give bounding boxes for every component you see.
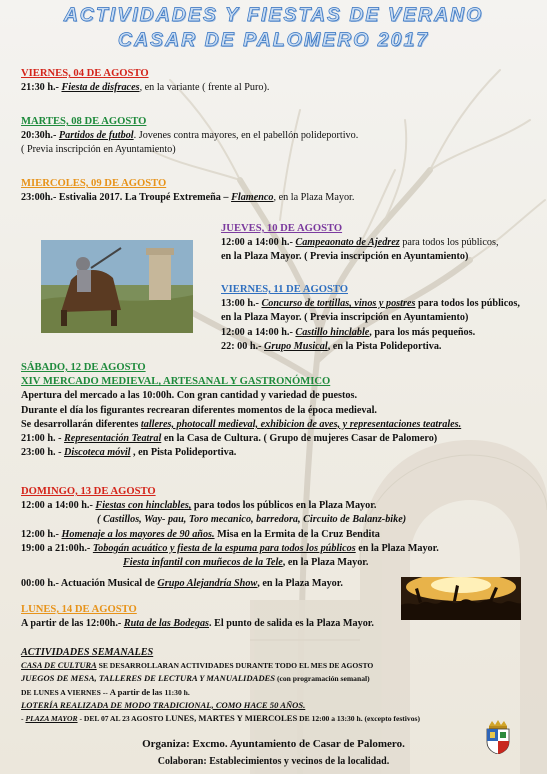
event-line: 23:00 h. - Discoteca móvil , en Pista Polideportiva. xyxy=(21,447,237,459)
weekly-line: JUEGOS DE MESA, TALLERES DE LECTURA Y MANUALIDADES (con programación semanal) xyxy=(21,673,370,684)
event-line: Durante el día los figurantes recrearan diferentes momentos de la época medieval. xyxy=(21,404,377,416)
day-heading: DOMINGO, 13 DE AGOSTO xyxy=(21,486,156,497)
day-heading: MARTES, 08 DE AGOSTO xyxy=(21,116,147,127)
event-line: Apertura del mercado a las 10:00h. Con gran cantidad y variedad de puestos. xyxy=(21,390,358,402)
day-heading: MIERCOLES, 09 DE AGOSTO xyxy=(21,178,167,189)
event-line: 00:00 h.- Actuación Musical de Grupo Alejandría Show, en la Plaza Mayor. xyxy=(21,578,343,590)
event-line: 21:00 h. - Representación Teatral en la Casa de Cultura. ( Grupo de mujeres Casar de Palomero) xyxy=(21,433,438,445)
event-note: en la Plaza Mayor. ( Previa inscripción en Ayuntamiento) xyxy=(221,251,469,263)
event-line: 21:30 h.- Fiesta de disfraces, en la variante ( frente al Puro). xyxy=(21,82,270,94)
title-line-2: CASAR DE PALOMERO 2017 xyxy=(117,29,430,51)
event-line: 23:00h.- Estivalia 2017. La Troupé Extremeña – Flamenco, en la Plaza Mayor. xyxy=(21,192,355,204)
day-block-viernes-11 xyxy=(221,283,520,354)
day-block-sabado-12 xyxy=(21,361,461,460)
weekly-activities xyxy=(21,646,420,725)
day-block-martes-08 xyxy=(21,115,358,158)
event-line: 13:00 h.- Concurso de tortillas, vinos y postres para todos los públicos, xyxy=(221,298,520,310)
organiza-line: Organiza: Excmo. Ayuntamiento de Casar de Palomero. xyxy=(142,738,405,750)
weekly-line: DE LUNES A VIERNES -- A partir de las 11:30 h. xyxy=(21,686,190,697)
event-line: 19:00 a 21:00h.- Tobogán acuático y fiesta de la espuma para todos los públicos en la Plaza Mayor. xyxy=(21,542,439,554)
event-line: Se desarrollarán diferentes talleres, photocall medieval, exhibicion de aves, y representaciones teatrales. xyxy=(21,418,462,430)
event-line: 12:00 a 14:00 h.- Castillo hinclable, para los más pequeños. xyxy=(221,326,476,338)
day-block-lunes-14 xyxy=(21,603,374,631)
day-block-jueves-10 xyxy=(221,222,499,265)
day-block-viernes-04 xyxy=(21,67,269,95)
event-line: Fiesta infantil con muñecos de la Tele, en la Plaza Mayor. xyxy=(123,557,369,569)
event-line: 12:00 a 14:00 h.- Fiestas con hinclables, para todos los públicos en la Plaza Mayor. xyxy=(21,500,377,512)
event-line: A partir de las 12:00h.- Ruta de las Bodegas. El punto de salida es la Plaza Mayor. xyxy=(21,618,374,630)
weekly-heading: ACTIVIDADES SEMANALES xyxy=(21,647,154,658)
event-line: 20:30h.- Partidos de futbol. Jovenes contra mayores, en el pabellón polideportivo. xyxy=(21,130,359,142)
day-heading: VIERNES, 11 DE AGOSTO xyxy=(221,284,348,295)
event-note: en la Plaza Mayor. ( Previa inscripción en Ayuntamiento) xyxy=(221,312,469,324)
event-line: 22: 00 h.- Grupo Musical, en la Pista Polideportiva. xyxy=(221,340,442,352)
event-note: ( Castillos, Way- pau, Toro mecanico, barredora, Circuito de Balanz-bike) xyxy=(97,514,407,526)
event-note: ( Previa inscripción en Ayuntamiento) xyxy=(21,144,176,156)
market-heading: XIV MERCADO MEDIEVAL, ARTESANAL Y GASTRONÓMICO xyxy=(21,376,331,388)
title-line-1: ACTIVIDADES Y FIESTAS DE VERANO xyxy=(63,4,484,26)
day-heading: LUNES, 14 DE AGOSTO xyxy=(21,604,137,615)
weekly-line: - PLAZA MAYOR - DEL 07 AL 23 AGOSTO LUNES, MARTES Y MIERCOLES DE 12:00 a 13:30 h. (excepto festivos) xyxy=(21,713,420,724)
day-heading: VIERNES, 04 DE AGOSTO xyxy=(21,68,149,79)
weekly-line: CASA DE CULTURA SE DESARROLLARAN ACTIVIDADES DURANTE TODO EL MES DE AGOSTO xyxy=(21,661,374,671)
day-heading: SÁBADO, 12 DE AGOSTO xyxy=(21,362,146,373)
day-block-domingo-13 xyxy=(21,485,439,591)
day-heading: JUEVES, 10 DE AGOSTO xyxy=(221,223,343,234)
day-block-miercoles-09 xyxy=(21,177,354,205)
colaboran-line: Colaboran: Establecimientos y vecinos de la localidad. xyxy=(157,756,390,767)
weekly-line: LOTERÍA REALIZADA DE MODO TRADICIONAL, COMO HACE 50 AÑOS. xyxy=(21,699,306,710)
event-line: 12:00 a 14:00 h.- Campeaonato de Ajedrez para todos los públicos, xyxy=(221,237,499,249)
event-line: 12:00 h.- Homenaje a los mayores de 90 años. Misa en la Ermita de la Cruz Bendita xyxy=(21,528,380,540)
